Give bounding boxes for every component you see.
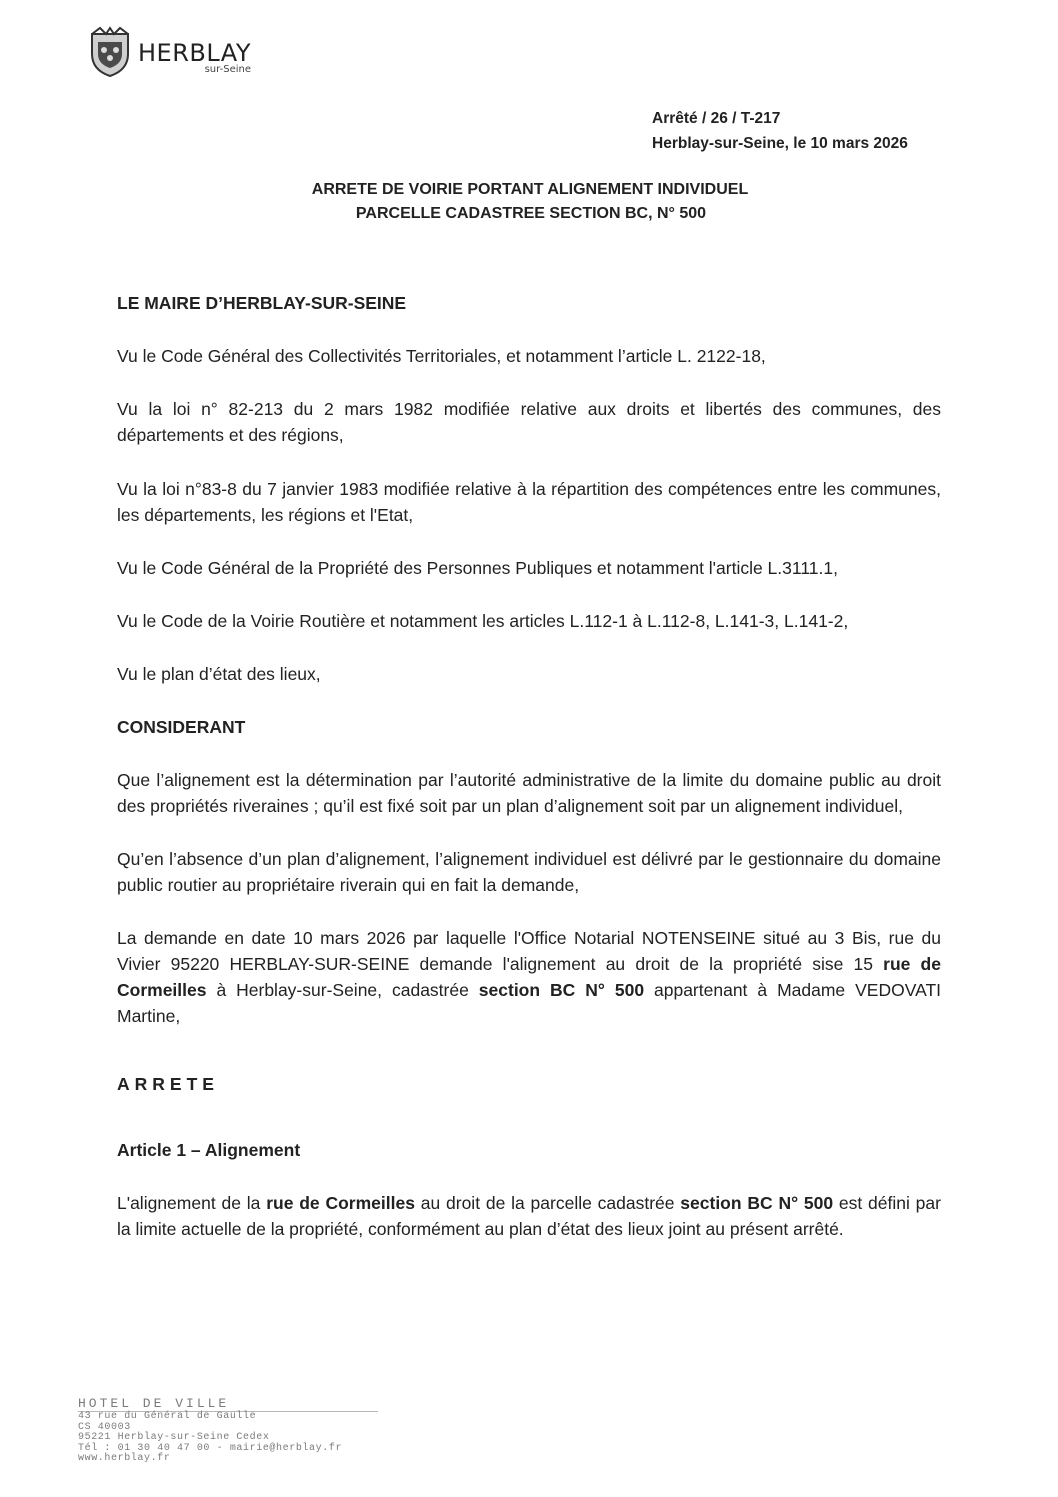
- city-crest-icon: [86, 26, 134, 78]
- footer-title: HOTEL DE VILLE: [78, 1397, 378, 1412]
- article-1-text: [117, 1190, 941, 1242]
- considerant-paragraph-3: [117, 925, 941, 1029]
- vu-paragraph-4: Vu le Code Général de la Propriété des Personnes Publiques et notamment l'article L.3111.1,: [117, 558, 838, 578]
- footer-address: [78, 1397, 378, 1465]
- document-body: [117, 290, 941, 1242]
- street-name: rue de Cormeilles: [117, 954, 941, 1000]
- vu-paragraph-1: Vu le Code Général des Collectivités Territoriales, et notamment l’article L. 2122-18,: [117, 346, 766, 366]
- mayor-heading: LE MAIRE D’HERBLAY-SUR-SEINE: [117, 293, 407, 313]
- considerant-paragraph-2: Qu’en l’absence d’un plan d’alignement, l’alignement individuel est délivré par le gestionnaire du domaine public routier au propriétaire riverain qui en fait la demande,: [117, 849, 941, 895]
- footer-street: 43 rue du Général de Gaulle: [78, 1411, 257, 1422]
- logo-subtitle: sur-Seine: [204, 64, 251, 75]
- title-line-1: ARRETE DE VOIRIE PORTANT ALIGNEMENT INDIVIDUEL: [311, 181, 749, 198]
- parcel-reference: section BC N° 500: [478, 980, 645, 1000]
- logo-name: HERBLAY: [138, 39, 251, 67]
- article-text-1: L'alignement de la: [117, 1193, 267, 1213]
- article-1-title: Article 1 – Alignement: [117, 1140, 301, 1160]
- vu-paragraph-6: Vu le plan d’état des lieux,: [117, 664, 321, 684]
- article-street-name: rue de Cormeilles: [266, 1193, 415, 1213]
- footer-city: 95221 Herblay-sur-Seine Cedex: [78, 1432, 270, 1443]
- request-text: La demande en date 10 mars 2026 par laquelle l'Office Notarial NOTENSEINE situé au 3 Bis, rue du Vivier 95220 HERBLAY-SUR-SEINE demande l'alignement au droit de la propriété sise 15: [117, 928, 941, 974]
- footer-contact: Tél : 01 30 40 47 00 - mairie@herblay.fr: [78, 1442, 343, 1454]
- request-text-2: à Herblay-sur-Seine, cadastrée: [206, 980, 479, 1000]
- considerant-heading: CONSIDERANT: [117, 717, 246, 737]
- title-line-2: PARCELLE CADASTREE SECTION BC, N° 500: [355, 205, 707, 222]
- owner-text: appartenant à Madame VEDOVATI Martine,: [117, 980, 942, 1026]
- footer-website: www.herblay.fr: [78, 1453, 171, 1464]
- document-title: [0, 178, 1058, 226]
- arrete-heading: ARRETE: [117, 1074, 219, 1094]
- article-parcel-reference: section BC N° 500: [680, 1193, 834, 1213]
- city-logo: [86, 26, 251, 78]
- vu-paragraph-3: Vu la loi n°83-8 du 7 janvier 1983 modifiée relative à la répartition des compétences entre les communes, les départements, les régions et l'Etat,: [117, 479, 941, 525]
- reference-block: [652, 106, 908, 156]
- article-text-2: au droit de la parcelle cadastrée: [414, 1193, 681, 1213]
- order-reference: Arrêté / 26 / T-217: [652, 110, 781, 127]
- considerant-paragraph-1: Que l’alignement est la détermination par l’autorité administrative de la limite du domaine public au droit des propriétés riveraines ; qu’il est fixé soit par un plan d’alignement soit par un alignement individuel,: [117, 770, 941, 816]
- place-date: Herblay-sur-Seine, le 10 mars 2026: [652, 135, 908, 152]
- footer-cs: CS 40003: [78, 1421, 131, 1433]
- vu-paragraph-2: Vu la loi n° 82-213 du 2 mars 1982 modifiée relative aux droits et libertés des communes, des départements et des régions,: [117, 399, 941, 445]
- vu-paragraph-5: Vu le Code de la Voirie Routière et notamment les articles L.112-1 à L.112-8, L.141-3, L.141-2,: [117, 611, 849, 631]
- article-text-3: est défini par la limite actuelle de la propriété, conformément au plan d’état des lieux joint au présent arrêté.: [117, 1193, 941, 1239]
